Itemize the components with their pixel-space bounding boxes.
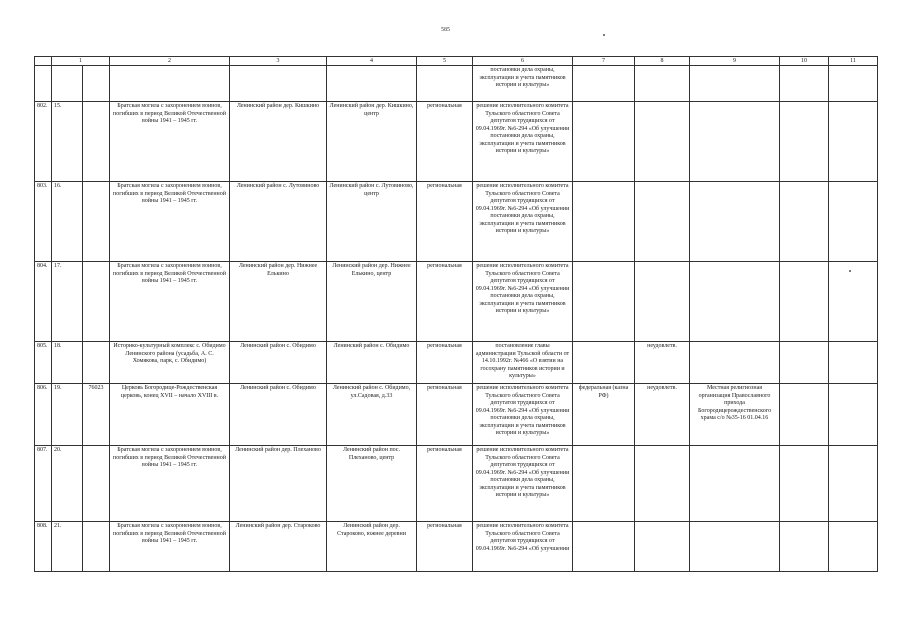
- header-cell-3: 3: [230, 57, 327, 66]
- cell-document: постановление главы администрации Тульской области от 14.10.1992г. №466 «О взятии на госохрану памятников истории и культуры»: [473, 342, 573, 384]
- cell-address: Ленинский район пос. Плеханово, центр: [327, 446, 417, 522]
- cell-number: 19.: [52, 384, 83, 446]
- cell-category: региональная: [417, 262, 473, 342]
- cell-index: 802.: [35, 102, 52, 182]
- cell-document: решение исполнительного комитета Тульского областного Совета депутатов трудящихся от 09.04.1969г. №6-294 «Об улучшении постановки дела охраны, эксплуатации и учета памятников истории и культуры»: [473, 446, 573, 522]
- cell-address: Ленинский район дер. Кишкино, центр: [327, 102, 417, 182]
- cell-col10: [780, 342, 829, 384]
- cell-user: Местная религиозная организация Православного прихода Богородицерождественского храма с/о №35-16 01.04.16: [690, 384, 780, 446]
- cell-condition: [635, 66, 690, 102]
- cell-registry-number: [83, 262, 110, 342]
- cell-address: Ленинский район с. Обидимо, ул.Садовая, д.33: [327, 384, 417, 446]
- cell-number: 18.: [52, 342, 83, 384]
- cell-col10: [780, 66, 829, 102]
- cell-category: региональная: [417, 446, 473, 522]
- cell-user: [690, 182, 780, 262]
- cell-document: решение исполнительного комитета Тульского областного Совета депутатов трудящихся от 09.04.1969г. №6-294 «Об улучшении постановки дела охраны, эксплуатации и учета памятников истории и культуры»: [473, 384, 573, 446]
- cell-ownership: [573, 182, 635, 262]
- cell-index: 804.: [35, 262, 52, 342]
- cell-col11: [829, 342, 878, 384]
- cell-col10: [780, 102, 829, 182]
- cell-category: региональная: [417, 342, 473, 384]
- cell-number: 15.: [52, 102, 83, 182]
- cell-location: Ленинский район с. Лутовиново: [230, 182, 327, 262]
- header-cell-8: 8: [635, 57, 690, 66]
- header-row: [35, 57, 878, 66]
- cell-user: [690, 66, 780, 102]
- cell-address: Ленинский район с. Лутовиново, центр: [327, 182, 417, 262]
- cell-monument-name: Братская могила с захоронением воинов, погибших в период Великой Отечественной войны 1941 – 1945 гг.: [110, 446, 230, 522]
- scan-speck: [849, 270, 851, 272]
- header-cell-10: 10: [780, 57, 829, 66]
- cell-index: 806.: [35, 384, 52, 446]
- cell-condition: неудовлетв.: [635, 384, 690, 446]
- header-cell-2: 2: [110, 57, 230, 66]
- cell-monument-name: Братская могила с захоронением воинов, погибших в период Великой Отечественной войны 1941 – 1945 гг.: [110, 102, 230, 182]
- table-row: [35, 262, 878, 342]
- cell-condition: [635, 182, 690, 262]
- cell-col10: [780, 182, 829, 262]
- cell-condition: [635, 262, 690, 342]
- cell-col11: [829, 262, 878, 342]
- table-row: [35, 182, 878, 262]
- cell-document: постановки дела охраны, эксплуатации и учета памятников истории и культуры»: [473, 66, 573, 102]
- cell-address: Ленинский район дер. Староково, южнее деревни: [327, 522, 417, 572]
- cell-category: региональная: [417, 102, 473, 182]
- table-row: [35, 66, 878, 102]
- cell-index: 805.: [35, 342, 52, 384]
- cell-col11: [829, 446, 878, 522]
- header-cell-11: 11: [829, 57, 878, 66]
- cell-category: [417, 66, 473, 102]
- scan-speck: [603, 34, 605, 36]
- cell-category: региональная: [417, 384, 473, 446]
- cell-col10: [780, 446, 829, 522]
- header-cell-6: 6: [473, 57, 573, 66]
- cell-document: решение исполнительного комитета Тульского областного Совета депутатов трудящихся от 09.04.1969г. №6-294 «Об улучшении постановки дела охраны, эксплуатации и учета памятников истории и культуры»: [473, 262, 573, 342]
- cell-condition: [635, 102, 690, 182]
- cell-monument-name: [110, 66, 230, 102]
- page-number: 585: [441, 27, 450, 33]
- cell-monument-name: Историко-культурный комплекс с. Обидимо Ленинского района (усадьба, А. С. Хомякова, парк, с. Обидимо): [110, 342, 230, 384]
- cell-ownership: [573, 262, 635, 342]
- cell-address: Ленинский район дер. Нижнее Елькино, центр: [327, 262, 417, 342]
- cell-location: Ленинский район дер. Нижнее Елькино: [230, 262, 327, 342]
- header-cell-9: 9: [690, 57, 780, 66]
- cell-col10: [780, 262, 829, 342]
- cell-col11: [829, 522, 878, 572]
- cell-location: Ленинский район с. Обидимо: [230, 384, 327, 446]
- cell-ownership: [573, 522, 635, 572]
- table-row: [35, 384, 878, 446]
- cell-monument-name: Братская могила с захоронением воинов, погибших в период Великой Отечественной войны 1941 – 1945 гг.: [110, 522, 230, 572]
- cell-ownership: [573, 342, 635, 384]
- table-row: [35, 102, 878, 182]
- cell-number: 20.: [52, 446, 83, 522]
- cell-col11: [829, 102, 878, 182]
- cell-registry-number: [83, 66, 110, 102]
- cell-number: 21.: [52, 522, 83, 572]
- header-cell-7: 7: [573, 57, 635, 66]
- cell-monument-name: Братская могила с захоронением воинов, погибших в период Великой Отечественной войны 1941 – 1945 гг.: [110, 262, 230, 342]
- cell-location: [230, 66, 327, 102]
- cell-index: 808.: [35, 522, 52, 572]
- cell-ownership: [573, 446, 635, 522]
- cell-index: [35, 66, 52, 102]
- cell-registry-number: [83, 342, 110, 384]
- cell-col11: [829, 66, 878, 102]
- cell-index: 803.: [35, 182, 52, 262]
- cell-location: Ленинский район дер. Кишкино: [230, 102, 327, 182]
- cell-monument-name: Братская могила с захоронением воинов, погибших в период Великой Отечественной войны 1941 – 1945 гг.: [110, 182, 230, 262]
- cell-address: Ленинский район с. Обидимо: [327, 342, 417, 384]
- cell-document: решение исполнительного комитета Тульского областного Совета депутатов трудящихся от 09.04.1969г. №6-294 «Об улучшении постановки дела охраны, эксплуатации и учета памятников истории и культуры»: [473, 182, 573, 262]
- cell-ownership: [573, 66, 635, 102]
- cell-col11: [829, 384, 878, 446]
- cell-location: Ленинский район дер. Плехановo: [230, 446, 327, 522]
- cell-index: 807.: [35, 446, 52, 522]
- cell-ownership: федеральная (казна РФ): [573, 384, 635, 446]
- cell-registry-number: [83, 446, 110, 522]
- cell-condition: неудовлетв.: [635, 342, 690, 384]
- cell-location: Ленинский район с. Обидимо: [230, 342, 327, 384]
- cell-number: 16.: [52, 182, 83, 262]
- cell-registry-number: 76023: [83, 384, 110, 446]
- cell-number: [52, 66, 83, 102]
- table-row: [35, 522, 878, 572]
- cell-category: региональная: [417, 182, 473, 262]
- cell-col11: [829, 182, 878, 262]
- cell-document: решение исполнительного комитета Тульского областного Совета депутатов трудящихся от 09.04.1969г. №6-294 «Об улучшении постановки дела охраны, эксплуатации и учета памятников истории и культуры»: [473, 102, 573, 182]
- cell-ownership: [573, 102, 635, 182]
- cell-number: 17.: [52, 262, 83, 342]
- cell-user: [690, 262, 780, 342]
- cell-col10: [780, 522, 829, 572]
- cell-user: [690, 446, 780, 522]
- cell-monument-name: Церковь Богородице-Рождественская церковь, конец XVII – начало XVIII в.: [110, 384, 230, 446]
- cell-user: [690, 522, 780, 572]
- cell-category: региональная: [417, 522, 473, 572]
- header-cell-0: [35, 57, 52, 66]
- monuments-table: [34, 56, 878, 572]
- cell-address: [327, 66, 417, 102]
- cell-user: [690, 342, 780, 384]
- header-cell-1: 1: [52, 57, 110, 66]
- cell-registry-number: [83, 182, 110, 262]
- header-cell-5: 5: [417, 57, 473, 66]
- cell-col10: [780, 384, 829, 446]
- cell-document: решение исполнительного комитета Тульского областного Совета депутатов трудящихся от 09.04.1969г. №6-294 «Об улучшении: [473, 522, 573, 572]
- cell-registry-number: [83, 102, 110, 182]
- cell-condition: [635, 446, 690, 522]
- cell-location: Ленинский район дер. Староково: [230, 522, 327, 572]
- header-cell-4: 4: [327, 57, 417, 66]
- cell-condition: [635, 522, 690, 572]
- cell-registry-number: [83, 522, 110, 572]
- table-row: [35, 446, 878, 522]
- cell-user: [690, 102, 780, 182]
- table-row: [35, 342, 878, 384]
